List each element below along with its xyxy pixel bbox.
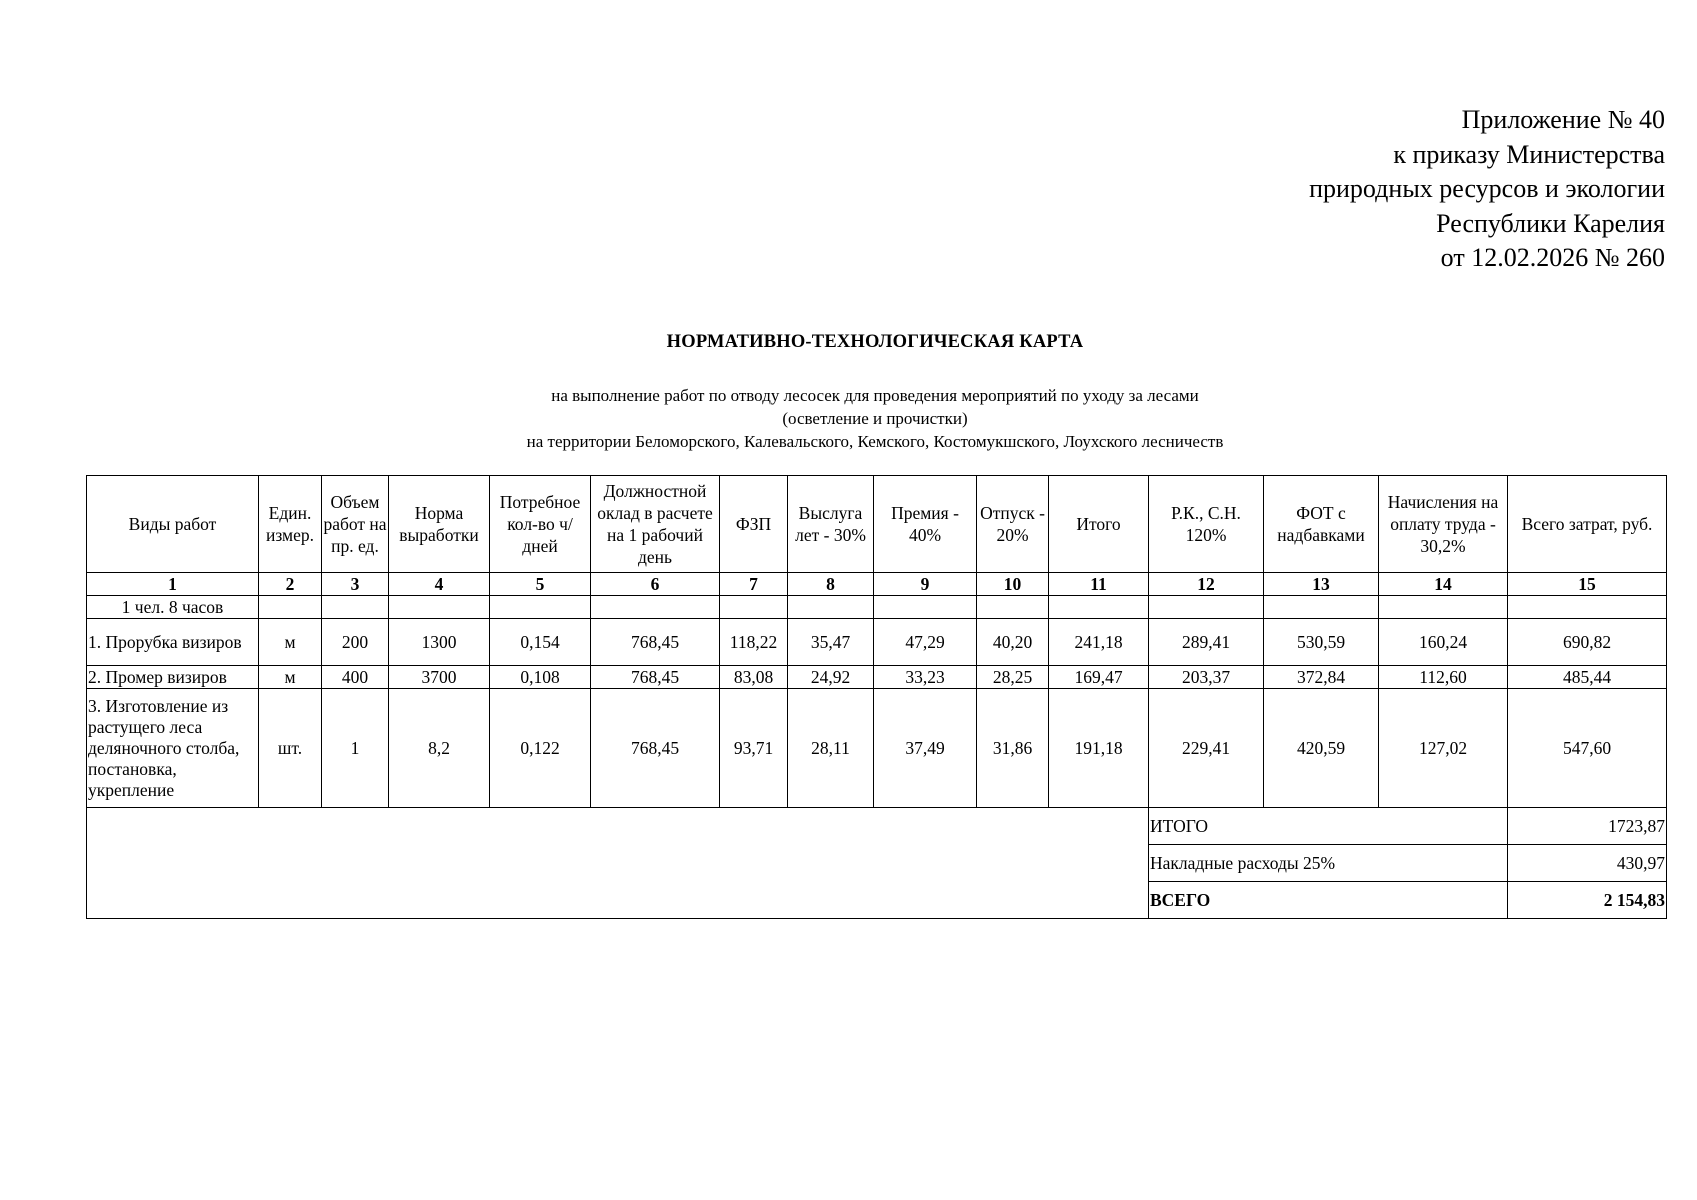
table-cell: 8,2 — [389, 689, 490, 808]
table-cell: 547,60 — [1508, 689, 1667, 808]
header-cell: Выслуга лет - 30% — [788, 476, 874, 573]
column-number: 2 — [259, 573, 322, 596]
table-cell: 530,59 — [1264, 619, 1379, 666]
table-cell: 1 — [322, 689, 389, 808]
appendix-line-3: природных ресурсов и экологии — [1309, 174, 1665, 203]
table-cell: 28,11 — [788, 689, 874, 808]
table-cell: 289,41 — [1149, 619, 1264, 666]
table-header-row — [87, 476, 1667, 573]
header-cell: Начисления на оплату труда - 30,2% — [1379, 476, 1508, 573]
table-cell: 35,47 — [788, 619, 874, 666]
column-number: 14 — [1379, 573, 1508, 596]
column-number: 15 — [1508, 573, 1667, 596]
itogo-label: ИТОГО — [1149, 808, 1508, 845]
appendix-line-4: Республики Карелия — [1436, 208, 1665, 238]
table-row — [87, 666, 1667, 689]
table-cell: шт. — [259, 689, 322, 808]
table-cell: 229,41 — [1149, 689, 1264, 808]
document-title: НОРМАТИВНО-ТЕХНОЛОГИЧЕСКАЯ КАРТА — [666, 332, 1084, 352]
table-cell: 241,18 — [1049, 619, 1149, 666]
header-cell: Потребное кол-во ч/дней — [490, 476, 591, 573]
column-number: 13 — [1264, 573, 1379, 596]
table-cell: 47,29 — [874, 619, 977, 666]
column-number: 5 — [490, 573, 591, 596]
table-row — [87, 619, 1667, 666]
vsego-label: ВСЕГО — [1149, 882, 1508, 919]
totals-blank-area — [87, 808, 1149, 919]
header-cell: Премия - 40% — [874, 476, 977, 573]
header-cell: Един. измер. — [259, 476, 322, 573]
header-cell: Итого — [1049, 476, 1149, 573]
table-cell: м — [259, 619, 322, 666]
totals-row-itogo — [87, 808, 1667, 845]
column-numbers-row — [87, 573, 1667, 596]
appendix-line-5: от 12.02.2026 № 260 — [1440, 243, 1665, 272]
vsego-value: 2 154,83 — [1508, 882, 1667, 919]
table-cell: 112,60 — [1379, 666, 1508, 689]
table-cell: 0,108 — [490, 666, 591, 689]
header-cell: Должностной оклад в расчете на 1 рабочий день — [591, 476, 720, 573]
column-number: 3 — [322, 573, 389, 596]
table-cell: 93,71 — [720, 689, 788, 808]
table-cell: 40,20 — [977, 619, 1049, 666]
table-cell: 37,49 — [874, 689, 977, 808]
table-cell: 1300 — [389, 619, 490, 666]
column-number: 8 — [788, 573, 874, 596]
header-cell: Виды работ — [87, 476, 259, 573]
unit-row — [87, 596, 1667, 619]
table-cell: 200 — [322, 619, 389, 666]
table-cell: 33,23 — [874, 666, 977, 689]
work-type-cell: 2. Промер визиров — [87, 666, 259, 689]
overhead-value: 430,97 — [1508, 845, 1667, 882]
unit-cell: 1 чел. 8 часов — [87, 596, 259, 619]
appendix-line-1: Приложение № 40 — [1461, 105, 1665, 134]
table-cell: 191,18 — [1049, 689, 1149, 808]
table-cell: 160,24 — [1379, 619, 1508, 666]
header-cell: ФОТ с надбавками — [1264, 476, 1379, 573]
itogo-value: 1723,87 — [1508, 808, 1667, 845]
appendix-block — [1309, 103, 1665, 276]
work-type-cell: 3. Изготовление из растущего леса деляночного столба, постановка, укрепление — [87, 689, 259, 808]
table-cell: 768,45 — [591, 666, 720, 689]
subtitle-line-1: на выполнение работ по отводу лесосек для проведения мероприятий по уходу за лесами — [551, 386, 1199, 405]
table-cell: 768,45 — [591, 619, 720, 666]
table-cell: 0,154 — [490, 619, 591, 666]
table-cell: 400 — [322, 666, 389, 689]
document-subtitle — [0, 384, 1697, 453]
column-number: 11 — [1049, 573, 1149, 596]
table-cell: 118,22 — [720, 619, 788, 666]
table-cell: 169,47 — [1049, 666, 1149, 689]
table-cell: 203,37 — [1149, 666, 1264, 689]
column-number: 1 — [87, 573, 259, 596]
header-cell: Всего затрат, руб. — [1508, 476, 1667, 573]
table-cell: 372,84 — [1264, 666, 1379, 689]
overhead-label: Накладные расходы 25% — [1149, 845, 1508, 882]
table-cell: 768,45 — [591, 689, 720, 808]
header-cell: Норма выработки — [389, 476, 490, 573]
table-cell: 83,08 — [720, 666, 788, 689]
subtitle-line-3: на территории Беломорского, Калевальского, Кемского, Костомукшского, Лоухского лесничеств — [526, 432, 1224, 451]
table-cell: 28,25 — [977, 666, 1049, 689]
header-cell: Объем работ на пр. ед. — [322, 476, 389, 573]
table-cell: 690,82 — [1508, 619, 1667, 666]
subtitle-line-2: (осветление и прочистки) — [782, 409, 968, 428]
table-cell: 420,59 — [1264, 689, 1379, 808]
table-cell: 24,92 — [788, 666, 874, 689]
table-cell: 31,86 — [977, 689, 1049, 808]
work-type-cell: 1. Прорубка визиров — [87, 619, 259, 666]
table-cell: 3700 — [389, 666, 490, 689]
table-cell: 485,44 — [1508, 666, 1667, 689]
table-cell: 0,122 — [490, 689, 591, 808]
norm-tech-table — [86, 475, 1667, 919]
table-cell: 127,02 — [1379, 689, 1508, 808]
column-number: 4 — [389, 573, 490, 596]
column-number: 9 — [874, 573, 977, 596]
header-cell: Р.К., С.Н. 120% — [1149, 476, 1264, 573]
table-cell: м — [259, 666, 322, 689]
column-number: 7 — [720, 573, 788, 596]
column-number: 12 — [1149, 573, 1264, 596]
header-cell: ФЗП — [720, 476, 788, 573]
header-cell: Отпуск - 20% — [977, 476, 1049, 573]
appendix-line-2: к приказу Министерства — [1393, 139, 1665, 169]
column-number: 6 — [591, 573, 720, 596]
table-row — [87, 689, 1667, 808]
column-number: 10 — [977, 573, 1049, 596]
